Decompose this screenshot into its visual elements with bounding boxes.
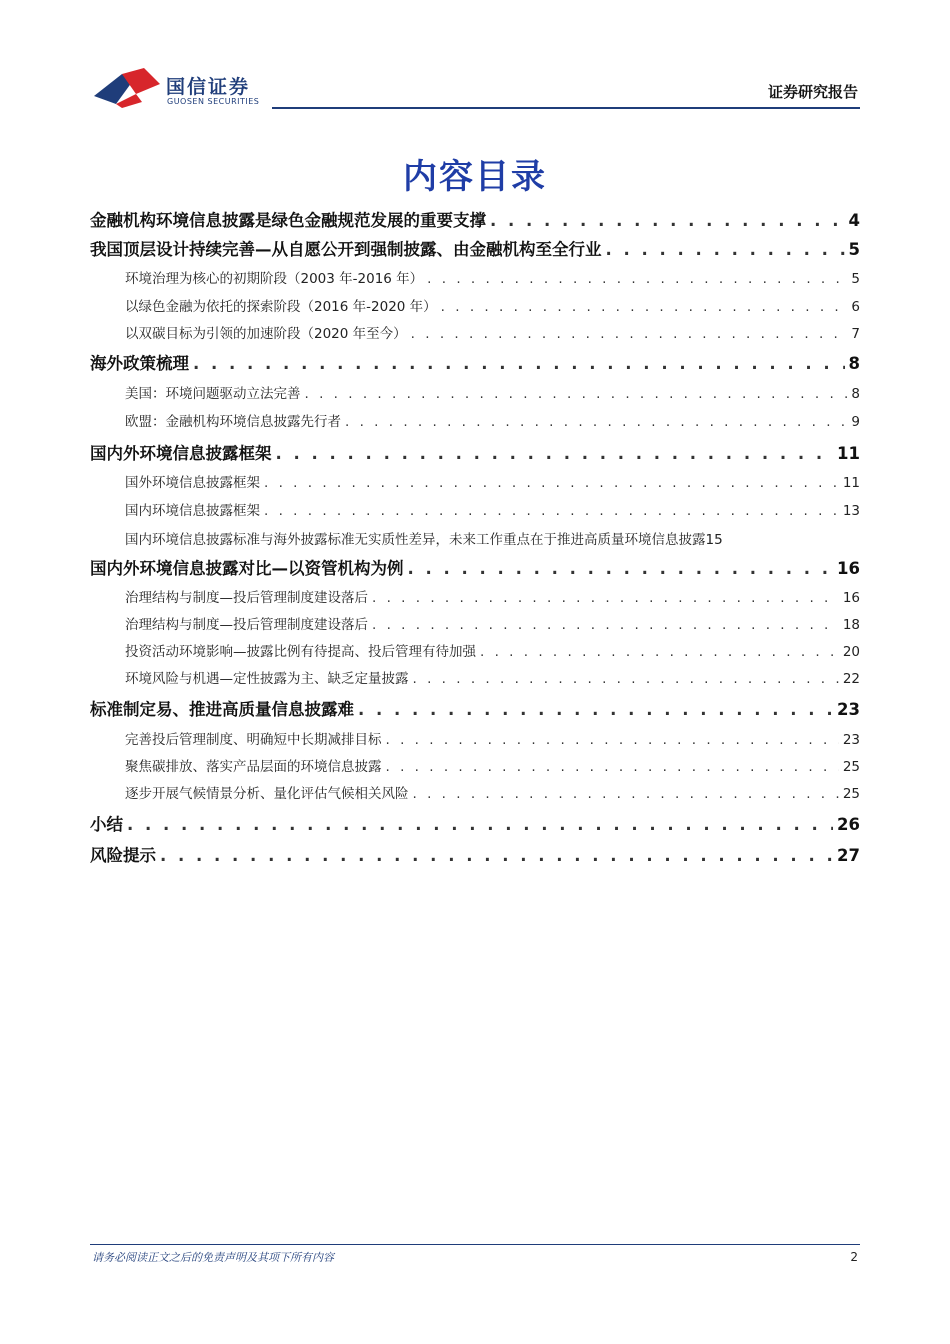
toc-subsection-entry[interactable] [90, 382, 860, 402]
toc-dot-leader [606, 240, 845, 259]
toc-section-entry[interactable] [90, 350, 860, 374]
toc-page-number: 13 [842, 503, 860, 519]
toc-entry-title: 欧盟：金融机构环境信息披露先行者 [125, 414, 341, 430]
toc-dot-leader [490, 211, 845, 230]
toc-entry-title: 环境治理为核心的初期阶段（2003 年-2016 年） [125, 271, 424, 287]
guosen-logo-icon [92, 66, 162, 110]
toc-subsection-entry[interactable] [90, 267, 860, 287]
toc-entry-title: 海外政策梳理 [90, 354, 189, 373]
toc-entry-title: 国内外环境信息披露对比—以资管机构为例 [90, 559, 404, 578]
toc-dot-leader [305, 386, 848, 402]
disclaimer-note: 请务必阅读正文之后的免责声明及其项下所有内容 [92, 1251, 334, 1264]
toc-section-entry[interactable] [90, 811, 860, 835]
toc-subsection-entry[interactable] [90, 640, 860, 660]
toc-entry-title: 以双碳目标为引领的加速阶段（2020 年至今） [125, 326, 407, 342]
page-title: 内容目录 [403, 157, 547, 197]
toc-subsection-entry[interactable] [90, 586, 860, 606]
footer-divider [90, 1244, 860, 1245]
toc-entry-title: 以绿色金融为依托的探索阶段（2016 年-2020 年） [125, 299, 437, 315]
page-header [0, 0, 950, 115]
toc-page-number: 16 [842, 590, 860, 606]
toc-dot-leader [276, 444, 834, 463]
toc-entry-title: 我国顶层设计持续完善—从自愿公开到强制披露、由金融机构至全行业 [90, 240, 602, 259]
toc-entry-title: 投资活动环境影响—披露比例有待提高、投后管理有待加强 [125, 644, 476, 660]
toc-subsection-entry[interactable] [90, 728, 860, 748]
toc-page-number: 23 [837, 700, 860, 719]
toc-dot-leader [264, 475, 839, 491]
toc-page-number: 26 [837, 815, 860, 834]
toc-dot-leader [372, 617, 839, 633]
toc-page-number: 5 [851, 271, 860, 287]
toc-entry-title: 治理结构与制度—投后管理制度建设落后 [125, 617, 368, 633]
toc-subsection-entry[interactable] [90, 667, 860, 687]
toc-section-entry[interactable] [90, 440, 860, 464]
toc-page-number: 8 [851, 386, 860, 402]
toc-entry-title: 标准制定易、推进高质量信息披露难 [90, 700, 354, 719]
toc-subsection-entry[interactable] [90, 613, 860, 633]
page-number: 2 [850, 1250, 858, 1264]
toc-subsection-entry[interactable] [90, 471, 860, 491]
toc-entry-title: 国内环境信息披露框架 [125, 503, 260, 519]
toc-page-number: 20 [842, 644, 860, 660]
toc-page-number: 9 [851, 414, 860, 430]
toc-page-number: 25 [842, 786, 860, 802]
toc-dot-leader [386, 759, 839, 775]
toc-page-number: 15 [705, 532, 723, 548]
toc-subsection-entry[interactable] [90, 755, 860, 775]
toc-dot-leader [411, 326, 848, 342]
toc-dot-leader [408, 559, 834, 578]
toc-entry-title: 美国：环境问题驱动立法完善 [125, 386, 301, 402]
toc-page-number: 8 [848, 354, 860, 373]
toc-entry-title: 完善投后管理制度、明确短中长期减排目标 [125, 732, 382, 748]
toc-page-number: 6 [851, 299, 860, 315]
toc-entry-title: 国内外环境信息披露框架 [90, 444, 272, 463]
toc-page-number: 27 [837, 846, 860, 865]
toc-subsection-entry[interactable] [90, 295, 860, 315]
toc-section-entry[interactable] [90, 555, 860, 579]
toc-subsection-entry[interactable] [90, 410, 860, 430]
toc-section-entry[interactable] [90, 696, 860, 720]
toc-dot-leader [160, 846, 833, 865]
toc-dot-leader [386, 732, 839, 748]
toc-entry-title: 治理结构与制度—投后管理制度建设落后 [125, 590, 368, 606]
toc-entry-title: 风险提示 [90, 846, 156, 865]
header-divider [272, 107, 860, 109]
report-type-label: 证券研究报告 [767, 83, 858, 101]
toc-page-number: 16 [837, 559, 860, 578]
toc-entry-title: 环境风险与机遇—定性披露为主、缺乏定量披露 [125, 671, 409, 687]
logo-chinese-name: 国信证券 [166, 76, 251, 98]
toc-page-number: 22 [842, 671, 860, 687]
toc-entry-title: 国外环境信息披露框架 [125, 475, 260, 491]
logo-english-name: GUOSEN SECURITIES [167, 97, 260, 106]
toc-page-number: 11 [842, 475, 860, 491]
toc-dot-leader [193, 354, 845, 373]
toc-dot-leader [345, 414, 847, 430]
toc-page-number: 7 [851, 326, 860, 342]
toc-dot-leader [480, 644, 839, 660]
toc-subsection-entry[interactable] [90, 499, 860, 519]
toc-subsection-entry[interactable] [90, 322, 860, 342]
toc-section-entry[interactable] [90, 236, 860, 260]
toc-dot-leader [127, 815, 833, 834]
toc-page-number: 18 [842, 617, 860, 633]
toc-page-number: 4 [848, 211, 860, 230]
toc-section-entry[interactable] [90, 842, 860, 866]
toc-entry-title: 小结 [90, 815, 123, 834]
toc-dot-leader [413, 671, 839, 687]
toc-entry-title: 金融机构环境信息披露是绿色金融规范发展的重要支撑 [90, 211, 486, 230]
toc-dot-leader [264, 503, 839, 519]
toc-section-entry[interactable] [90, 207, 860, 231]
toc-page-number: 11 [837, 444, 860, 463]
toc-page-number: 25 [842, 759, 860, 775]
toc-subsection-entry[interactable] [90, 528, 860, 548]
toc-page-number: 5 [848, 240, 860, 259]
toc-entry-title: 逐步开展气候情景分析、量化评估气候相关风险 [125, 786, 409, 802]
toc-dot-leader [413, 786, 839, 802]
toc-dot-leader [441, 299, 848, 315]
toc-dot-leader [427, 271, 847, 287]
toc-page-number: 23 [842, 732, 860, 748]
toc-entry-title: 国内环境信息披露标准与海外披露标准无实质性差异，未来工作重点在于推进高质量环境信息披露 [125, 532, 706, 548]
toc-subsection-entry[interactable] [90, 782, 860, 802]
toc-dot-leader [358, 700, 833, 719]
toc-dot-leader [372, 590, 839, 606]
toc-entry-title: 聚焦碳排放、落实产品层面的环境信息披露 [125, 759, 382, 775]
